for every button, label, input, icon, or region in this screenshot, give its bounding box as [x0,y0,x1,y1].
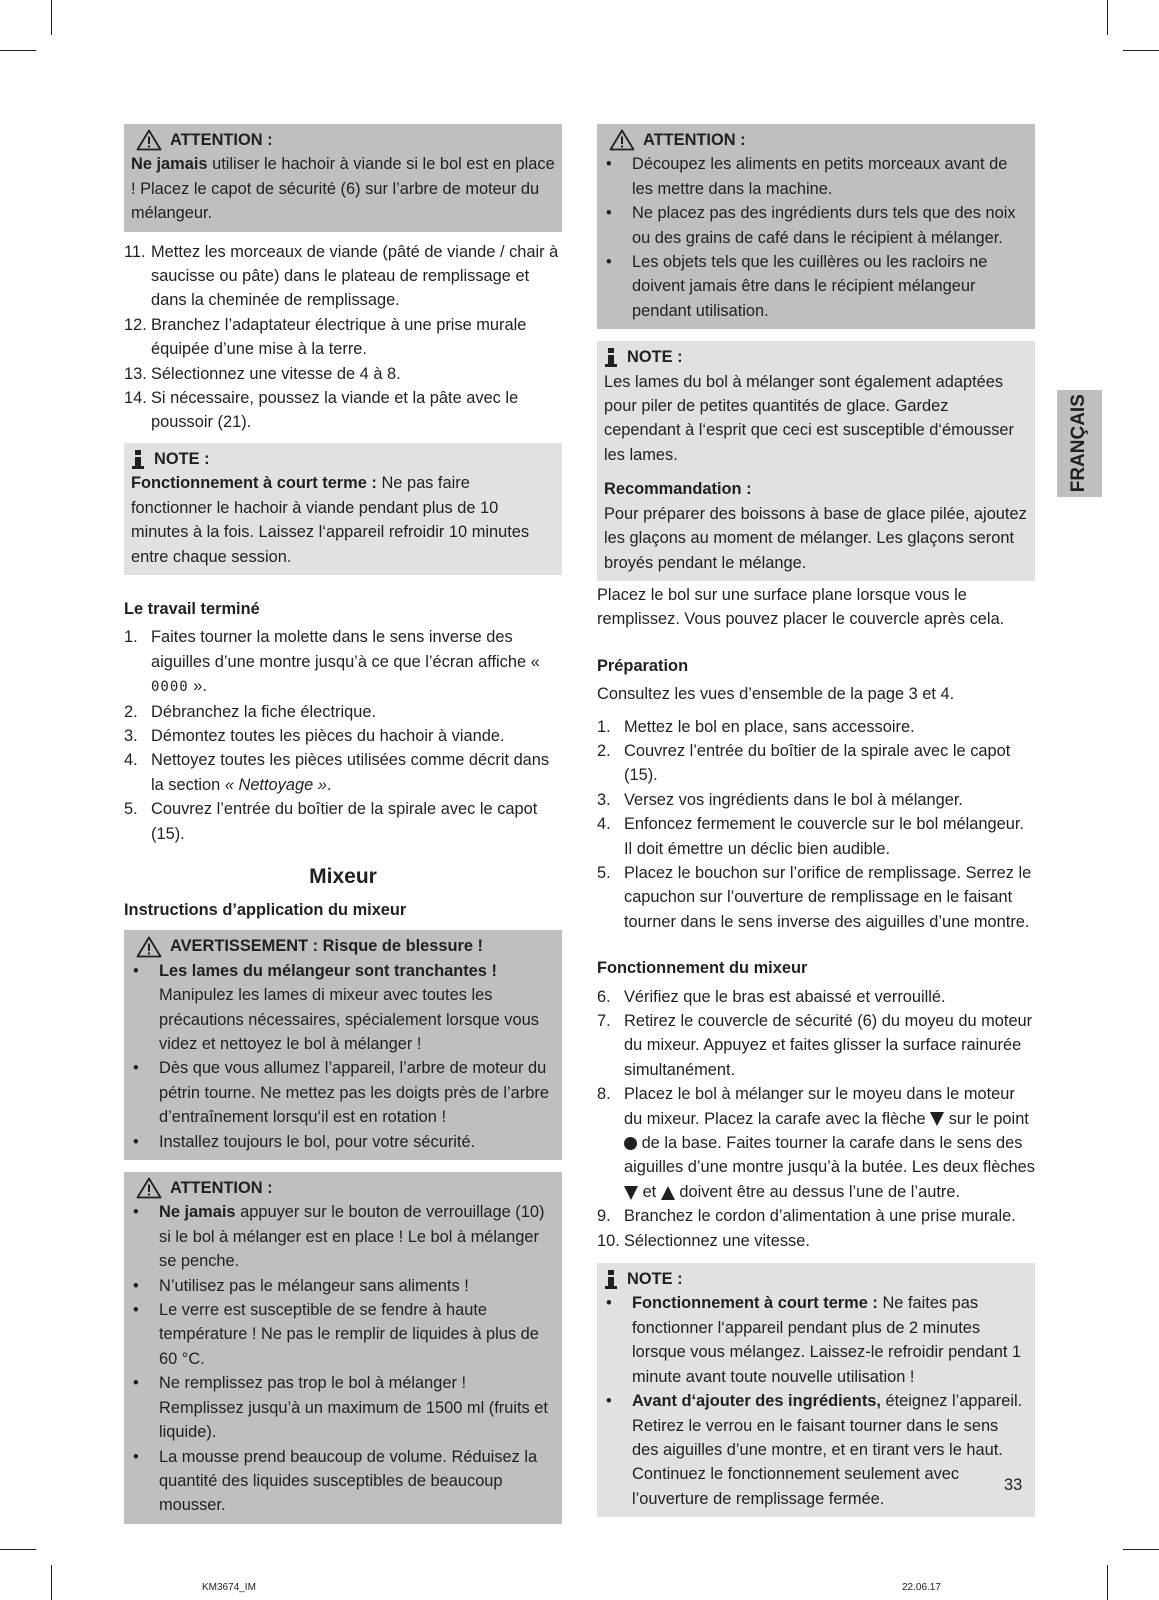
list-item [131,1274,555,1298]
box-title [131,1176,555,1200]
list-item [131,1130,555,1154]
item-text: Installez toujours le bol, pour votre sécurité. [159,1132,476,1151]
list-item [124,625,562,699]
item-text: Ne remplissez pas trop le bol à mélanger ! Remplissez jusqu’à un maximum de 1500 ml (fruits et liquide). [159,1374,548,1442]
note-box-ice [597,341,1035,581]
box-title [131,934,555,958]
warning-triangle-icon [136,1177,162,1199]
list-item [124,748,562,797]
list-item [124,386,562,435]
warning-triangle-icon [136,936,162,958]
item-text: Le verre est susceptible de se fendre à haute température ! Ne pas le remplir de liquides à plus de 60 °C. [159,1301,539,1368]
crop-mark [0,1549,36,1550]
list-item [597,1082,1035,1204]
crop-mark [51,0,52,35]
list-item [604,152,1028,201]
list-item [597,739,1035,788]
section-heading-preparation: Préparation [597,656,689,675]
meat-steps-list [124,240,562,435]
attention-list [604,152,1028,323]
list-item [597,715,1035,739]
arrow-down-icon [624,1186,638,1200]
step-text: Vérifiez que le bras est abaissé et verrouillé. [624,987,946,1006]
warning-triangle-icon [609,129,635,151]
list-item [604,250,1028,323]
note-title: NOTE : [154,449,210,468]
bullet: • [133,1132,139,1151]
step-number: 14. [124,389,147,408]
step-text: Versez vos ingrédients dans le bol à mélanger. [624,790,963,809]
step-text: Mettez le bol en place, sans accessoire. [624,717,915,736]
step-number: 3. [124,726,138,745]
item-text: Avant d‘ajouter des ingrédients, éteignez l’appareil. Retirez le verrou en le faisant tourner dans le sens des aiguilles d’une montre, et en tirant vers le haut. Continuez le fonctionnement seulement avec l’ouverture de remplissage fermée. [632,1392,1023,1508]
item-text: Dès que vous allumez l’appareil, l’arbre de moteur du pétrin tourne. Ne mettez pas les doigts près de l’arbre d’entraînement lorsqu‘il est en rotation ! [159,1059,549,1127]
bullet: • [133,961,139,980]
box-title [604,1267,1028,1291]
body-text: Ne pas faire fonctionner le hachoir à viande pendant plus de 10 minutes à la fois. Laissez l‘appareil refroidir 10 minutes entre chaque session. [131,474,530,566]
step-number: 10. [597,1231,620,1250]
crop-mark [1107,1565,1108,1600]
footer-date: 22.06.17 [902,1582,941,1593]
step-number: 4. [124,751,138,770]
display-digits: 0000 [151,679,189,696]
section-title-mixer: Mixeur [309,864,377,888]
step-text: Débranchez la fiche électrique. [151,702,377,721]
step-number: 7. [597,1012,611,1030]
preparation-steps-list [597,715,1035,935]
preparation-intro: Consultez les vues d’ensemble de la page 3 et 4. [597,685,955,704]
step-number: 8. [597,1085,611,1104]
step-text: Nettoyez toutes les pièces utilisées comme décrit dans la section « Nettoyage ». [151,751,550,794]
warning-box-injury [124,930,562,1160]
box-title [604,345,1028,369]
crop-mark [51,1565,52,1600]
attention-box-mixer [124,1172,562,1524]
crop-mark [0,50,36,51]
item-text: Ne placez pas des ingrédients durs tels que des noix ou des grains de café dans le récipient à mélanger. [632,204,1016,247]
list-item [597,1009,1035,1082]
list-item [604,1291,1028,1389]
list-item [131,1371,555,1444]
item-text: Découpez les aliments en petits morceaux avant de les mettre dans la machine. [632,155,1008,198]
step-text: Branchez le cordon d’alimentation à une prise murale. [624,1207,1016,1226]
list-item [597,1204,1035,1228]
crop-mark [1123,1549,1159,1550]
item-text: N’utilisez pas le mélangeur sans aliments ! [159,1276,469,1295]
bullet: • [606,204,612,223]
step-text: Faites tourner la molette dans le sens inverse des aiguilles d’une montre jusqu’à ce que l’écran affiche « 0000 ». [151,628,540,696]
step-number: 1. [124,628,138,647]
list-item [604,1389,1028,1511]
step-number: 3. [597,790,611,809]
attention-text [131,152,555,225]
list-item [124,797,562,846]
operation-steps-list [597,985,1035,1253]
step-text: Démontez toutes les pièces du hachoir à viande. [151,726,505,745]
info-icon [131,448,145,470]
language-tab [1057,390,1102,497]
step-text: Couvrez l’entrée du boîtier de la spirale avec le capot (15). [151,800,538,843]
item-text: Les objets tels que les cuillères ou les racloirs ne doivent jamais être dans le récipient mélangeur pendant utilisation. [632,253,988,320]
dot-icon [624,1137,637,1150]
bullet: • [133,1374,139,1393]
warning-triangle-icon [136,129,162,151]
step-text: Si nécessaire, poussez la viande et la pâte avec le poussoir (21). [151,389,519,432]
note-title: NOTE : [627,1270,683,1289]
bullet: • [606,1392,612,1411]
list-item [124,313,562,362]
list-item [131,1298,555,1371]
item-text: La mousse prend beaucoup de volume. Réduisez la quantité des liquides susceptibles de beaucoup mousser. [159,1447,538,1515]
box-title [131,128,555,152]
step-text: Placez le bol à mélanger sur le moyeu dans le moteur du mixeur. Placez la carafe avec la flèche sur le point de la base. Faites tourner la carafe dans le sens des aiguilles d’une montre jusqu’à la butée. Les deux flèches et doivent être au dessus l’une de l’autre. [624,1085,1035,1201]
step-text: Placez le bouchon sur l’orifice de remplissage. Serrez le capuchon sur l’ouverture de remplissage en le faisant tourner dans le sens inverse des aiguilles d’une montre. [624,863,1032,931]
arrow-up-icon [661,1186,675,1200]
arrow-down-icon [930,1112,944,1126]
body-text: utiliser le hachoir à viande si le bol est en place ! Placez le capot de sécurité (6) sur l’arbre de moteur du mélangeur. [131,155,555,223]
box-title [131,447,555,471]
list-item [131,1056,555,1129]
bullet: • [133,1447,139,1466]
recommendation-title: Recommandation : [604,480,752,499]
attention-title: ATTENTION : [170,1179,273,1198]
step-text: Branchez l’adaptateur électrique à une prise murale équipée d’une mise à la terre. [151,315,527,359]
crop-mark [1123,50,1159,51]
section-heading-operation: Fonctionnement du mixeur [597,959,808,978]
page-number: 33 [1004,1476,1023,1494]
language-label: FRANÇAIS [1068,394,1090,493]
bold-text: Ne jamais [131,155,208,174]
recommendation-text: Pour préparer des boissons à base de glace pilée, ajoutez les glaçons au moment de mélanger. Les glaçons seront broyés pendant le mélange. [604,504,1027,572]
step-text: Couvrez l’entrée du boîtier de la spirale avec le capot (15). [624,741,1011,785]
step-number: 5. [597,863,611,882]
list-item [124,362,562,386]
step-text: Enfoncez fermement le couvercle sur le bol mélangeur. Il doit émettre un déclic bien audible. [624,815,1024,858]
list-item [597,1229,1035,1253]
left-column [124,124,562,1532]
list-item [131,1200,555,1273]
step-text: Sélectionnez une vitesse. [624,1231,810,1250]
info-icon [604,346,618,368]
place-bowl-text: Placez le bol sur une surface plane lorsque vous le remplissez. Vous pouvez placer le couvercle après cela. [597,585,1005,629]
list-item [597,985,1035,1009]
bullet: • [133,1301,139,1320]
item-text: Ne jamais appuyer sur le bouton de verrouillage (10) si le bol à mélanger est en place ! Le bol à mélanger se penche. [159,1203,545,1271]
step-text: Mettez les morceaux de viande (pâté de viande / chair à saucisse ou pâte) dans le plateau de remplissage et dans la cheminée de remplissage. [151,242,559,310]
bullet: • [606,1294,612,1313]
list-item [124,700,562,724]
info-icon [604,1268,618,1290]
bullet: • [133,1203,139,1222]
list-item [131,959,555,1057]
step-number: 2. [124,702,138,721]
item-text: Fonctionnement à court terme : Ne faites pas fonctionner l‘appareil pendant plus de 2 minutes lorsque vous mélangez. Laissez-le refroidir pendant 1 minute avant toute nouvelle utilisation ! [632,1294,1022,1386]
item-text: Les lames du mélangeur sont tranchantes ! Manipulez les lames di mixeur avec toutes les précautions nécessaires, spécialement lorsque vous videz et nettoyez le bol à mélanger ! [159,961,539,1053]
mixer-instructions-heading: Instructions d’application du mixeur [124,900,407,919]
step-text: Retirez le couvercle de sécurité (6) du moyeu du moteur du mixeur. Appuyez et faites glisser la surface rainurée simultanément. [624,1012,1033,1079]
note-box-operation [597,1263,1035,1517]
attention-box-meat-grinder [124,124,562,232]
footer-doc-id: KM3674_IM [202,1582,256,1593]
crop-mark [1107,0,1108,35]
step-number: 11. [124,242,146,261]
right-column [597,124,1035,1525]
step-number: 6. [597,987,611,1006]
step-number: 5. [124,800,138,819]
list-item [604,201,1028,250]
list-item [124,724,562,748]
note-text [131,471,555,569]
bold-text: Fonctionnement à court terme : [131,474,377,493]
step-text: Sélectionnez une vitesse de 4 à 8. [151,364,401,383]
note-title: NOTE : [627,348,683,367]
list-item [597,788,1035,812]
attention-list [131,1200,555,1517]
list-item [597,861,1035,934]
attention-title: ATTENTION : [643,131,746,149]
box-title [604,128,1028,152]
bullet: • [133,1059,139,1078]
step-number: 13. [124,364,147,383]
step-number: 1. [597,717,611,736]
cleaning-reference: « Nettoyage » [224,775,327,794]
section-heading-finished: Le travail terminé [124,599,260,618]
attention-box-ingredients [597,124,1035,329]
bullet: • [133,1276,139,1295]
step-number: 2. [597,741,611,760]
note-box-short-term [124,443,562,575]
bullet: • [606,155,612,174]
note-list [604,1291,1028,1511]
list-item [124,240,562,313]
attention-title: ATTENTION : [170,131,273,149]
step-number: 9. [597,1207,611,1226]
finished-steps-list [124,625,562,846]
step-number: 4. [597,815,611,834]
warning-list [131,959,555,1154]
note-text: Les lames du bol à mélanger sont également adaptées pour piler de petites quantités de glace. Gardez cependant à l‘esprit que ceci est susceptible d‘émousser les lames. [604,372,1014,464]
list-item [131,1445,555,1518]
step-number: 12. [124,315,147,334]
bullet: • [606,253,612,272]
warning-title: AVERTISSEMENT : Risque de blessure ! [170,937,483,956]
list-item [597,812,1035,861]
